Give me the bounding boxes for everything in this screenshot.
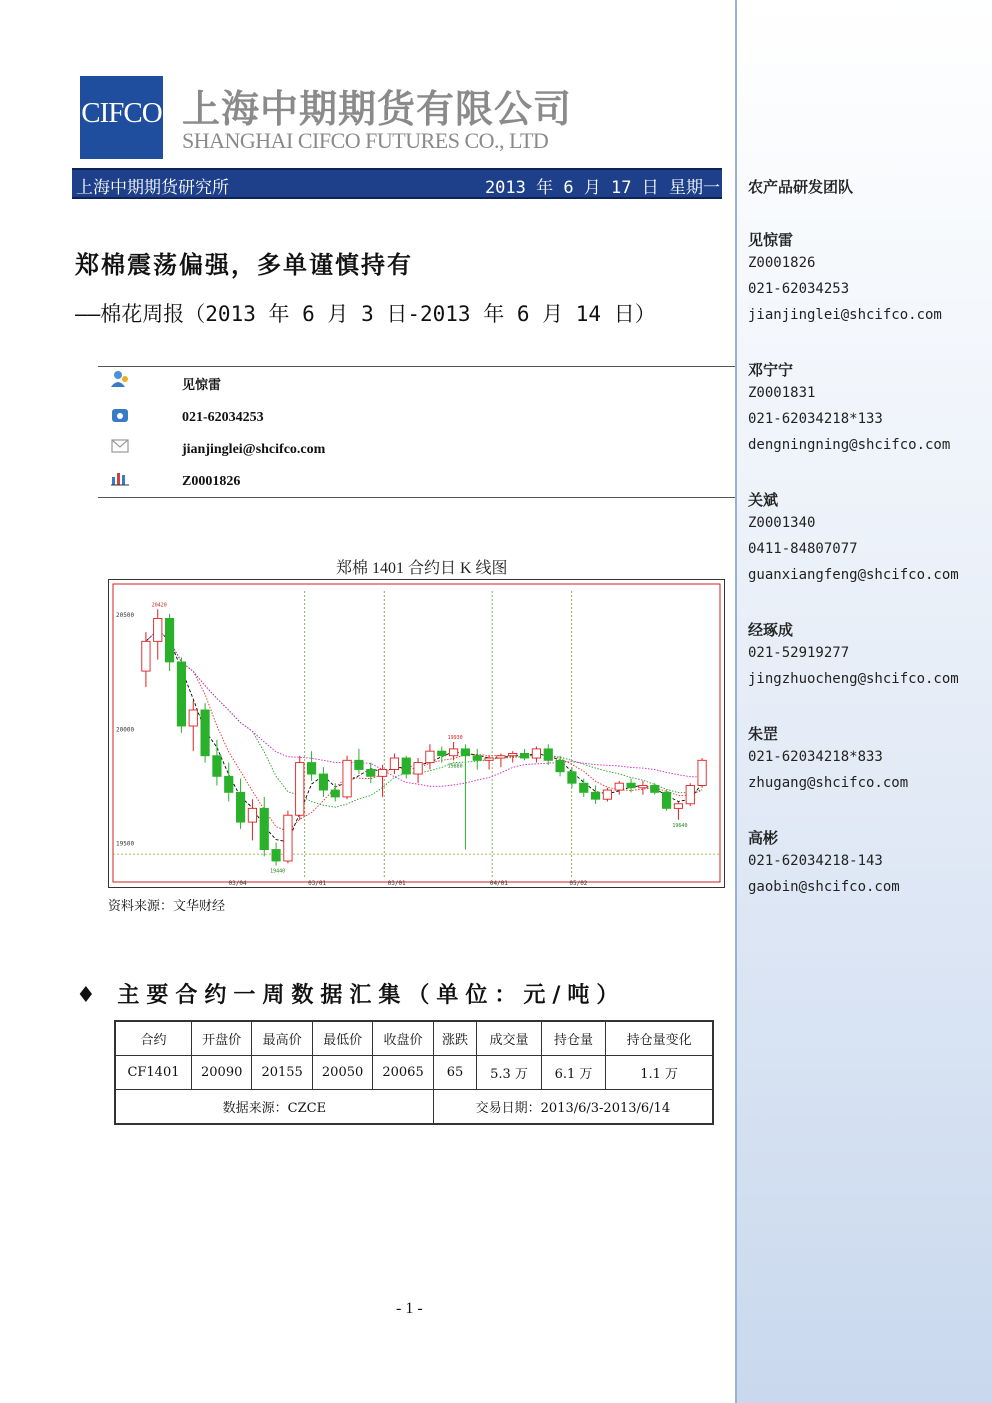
header-banner — [72, 168, 722, 199]
candle-body — [260, 808, 268, 849]
candle-body — [331, 790, 339, 797]
candle-body — [284, 815, 292, 861]
x-tick-label: 05/02 — [569, 880, 588, 887]
candle-body — [461, 749, 469, 756]
candle-body — [627, 783, 635, 788]
logo-text: CIFCO — [81, 97, 162, 129]
phone-icon — [110, 406, 130, 424]
x-tick-label: 03/04 — [228, 880, 247, 887]
candle-body — [343, 760, 351, 797]
author-license: Z0001826 — [182, 474, 241, 489]
candle-body — [296, 763, 304, 816]
contract-data-table — [114, 1020, 714, 1125]
candle-body — [520, 753, 528, 758]
member-line: zhugang@shcifco.com — [748, 775, 909, 791]
section-heading: ♦ 主要合约一周数据汇集（单位：元/吨） — [76, 983, 626, 1008]
candle-body — [662, 792, 670, 808]
candle-body — [378, 769, 386, 776]
member-line: 021-52919277 — [748, 645, 850, 661]
table-header-cell: 开盘价 — [191, 1021, 251, 1056]
report-date: 2013 年 6 月 17 日 星期一 — [484, 178, 720, 198]
candle-body — [580, 783, 588, 792]
y-tick-label: 20500 — [116, 611, 135, 619]
candle-body — [603, 790, 611, 799]
table-cell: 20065 — [373, 1056, 433, 1090]
candle-body — [426, 751, 434, 762]
mail-icon — [110, 437, 130, 455]
candle-body — [485, 758, 493, 760]
price-mark-label: 19440 — [270, 868, 286, 875]
sidebar-panel — [735, 0, 992, 1403]
table-cell: 20090 — [191, 1056, 251, 1090]
table-header-cell: 持仓量变化 — [606, 1021, 713, 1056]
table-source: 数据来源：CZCE — [115, 1090, 433, 1125]
candle-body — [142, 641, 150, 671]
member-line: 021-62034218-143 — [748, 853, 883, 869]
divider — [98, 366, 735, 367]
member-name: 朱罡 — [748, 725, 779, 743]
y-tick-label: 20000 — [116, 726, 135, 734]
candle-body — [225, 776, 233, 792]
candle-body — [154, 618, 162, 641]
table-header-cell: 最高价 — [252, 1021, 312, 1056]
chart-source: 资料来源：文华财经 — [108, 899, 226, 914]
candle-body — [544, 749, 552, 760]
table-footer-row — [115, 1090, 713, 1125]
x-tick-label: 04/01 — [489, 880, 508, 887]
report-subtitle: ——棉花周报（2013 年 6 月 3 日-2013 年 6 月 14 日） — [75, 302, 656, 326]
candle-body — [639, 785, 647, 787]
candle-body — [390, 758, 398, 769]
table-header-cell: 合约 — [115, 1021, 191, 1056]
price-mark-label: 19640 — [672, 822, 688, 829]
member-line: Z0001831 — [748, 385, 816, 401]
person-icon — [110, 370, 130, 388]
candle-body — [402, 758, 410, 774]
price-mark-label: 19880 — [447, 763, 463, 770]
candle-body — [568, 772, 576, 783]
company-name-en: SHANGHAI CIFCO FUTURES CO., LTD — [182, 128, 549, 153]
table-header-cell: 成交量 — [477, 1021, 541, 1056]
member-name: 高彬 — [748, 829, 779, 847]
candle-body — [651, 785, 659, 792]
author-name: 见惊雷 — [182, 378, 222, 393]
member-line: Z0001340 — [748, 515, 816, 531]
member-line: guanxiangfeng@shcifco.com — [748, 567, 959, 583]
price-mark-label: 20420 — [151, 602, 167, 609]
candle-body — [189, 710, 197, 726]
table-cell: 20155 — [252, 1056, 312, 1090]
candle-body — [414, 763, 422, 774]
table-cell: 20050 — [312, 1056, 372, 1090]
institute-name: 上海中期期货研究所 — [76, 178, 229, 198]
company-name-cn: 上海中期期货有限公司 — [182, 87, 573, 131]
divider — [98, 497, 735, 498]
candle-body — [177, 662, 185, 726]
candle-body — [307, 763, 315, 774]
candle-body — [532, 749, 540, 758]
candle-body — [272, 850, 280, 861]
member-line: 021-62034218*133 — [748, 411, 883, 427]
chart-icon — [110, 469, 130, 487]
y-tick-label: 19500 — [116, 840, 135, 848]
member-line: Z0001826 — [748, 255, 816, 271]
member-line: 021-62034253 — [748, 281, 850, 297]
team-title: 农产品研发团队 — [748, 178, 854, 196]
candle-body — [497, 756, 505, 758]
candle-body — [165, 618, 173, 661]
member-name: 见惊雷 — [748, 231, 794, 249]
table-row — [115, 1056, 713, 1090]
member-line: 021-62034218*833 — [748, 749, 883, 765]
member-name: 邓宁宁 — [748, 361, 794, 379]
candle-body — [473, 756, 481, 761]
table-header-cell: 最低价 — [312, 1021, 372, 1056]
chart-title: 郑棉 1401 合约日 K 线图 — [336, 560, 508, 577]
candle-body — [591, 792, 599, 799]
table-cell: 1.1 万 — [606, 1056, 713, 1090]
kline-chart — [108, 579, 725, 888]
candle-body — [438, 751, 446, 756]
candle-body — [319, 774, 327, 790]
member-line: jingzhuocheng@shcifco.com — [748, 671, 959, 687]
table-cell: CF1401 — [115, 1056, 191, 1090]
table-header-cell: 涨跌 — [433, 1021, 477, 1056]
page-number: - 1 - — [396, 1300, 423, 1317]
table-cell: 5.3 万 — [477, 1056, 541, 1090]
table-cell: 65 — [433, 1056, 477, 1090]
author-email: jianjinglei@shcifco.com — [182, 442, 326, 457]
table-cell: 6.1 万 — [541, 1056, 605, 1090]
candle-body — [674, 804, 682, 809]
report-title: 郑棉震荡偏强，多单谨慎持有 — [75, 251, 413, 279]
candle-body — [698, 760, 706, 785]
candle-body — [236, 792, 244, 822]
member-name: 关斌 — [748, 491, 779, 509]
x-tick-label: 03/01 — [387, 880, 406, 887]
candle-body — [686, 785, 694, 803]
table-header-cell: 收盘价 — [373, 1021, 433, 1056]
candle-body — [213, 756, 221, 777]
table-trade-date: 交易日期：2013/6/3-2013/6/14 — [433, 1090, 713, 1125]
member-name: 经琢成 — [748, 621, 794, 639]
price-mark-label: 19930 — [447, 735, 463, 742]
member-line: jianjinglei@shcifco.com — [748, 307, 942, 323]
candle-body — [201, 710, 209, 756]
member-line: 0411-84807077 — [748, 541, 858, 557]
candle-body — [367, 769, 375, 776]
table-header-row — [115, 1021, 713, 1056]
candle-body — [449, 749, 457, 756]
x-tick-label: 03/01 — [308, 880, 327, 887]
member-line: dengningning@shcifco.com — [748, 437, 951, 453]
candle-body — [248, 808, 256, 822]
candle-body — [355, 760, 363, 769]
candle-body — [509, 753, 517, 755]
member-line: gaobin@shcifco.com — [748, 879, 900, 895]
author-phone: 021-62034253 — [182, 410, 264, 425]
kline-chart-svg — [108, 579, 725, 888]
candle-body — [556, 760, 564, 771]
candle-body — [615, 783, 623, 790]
table-header-cell: 持仓量 — [541, 1021, 605, 1056]
